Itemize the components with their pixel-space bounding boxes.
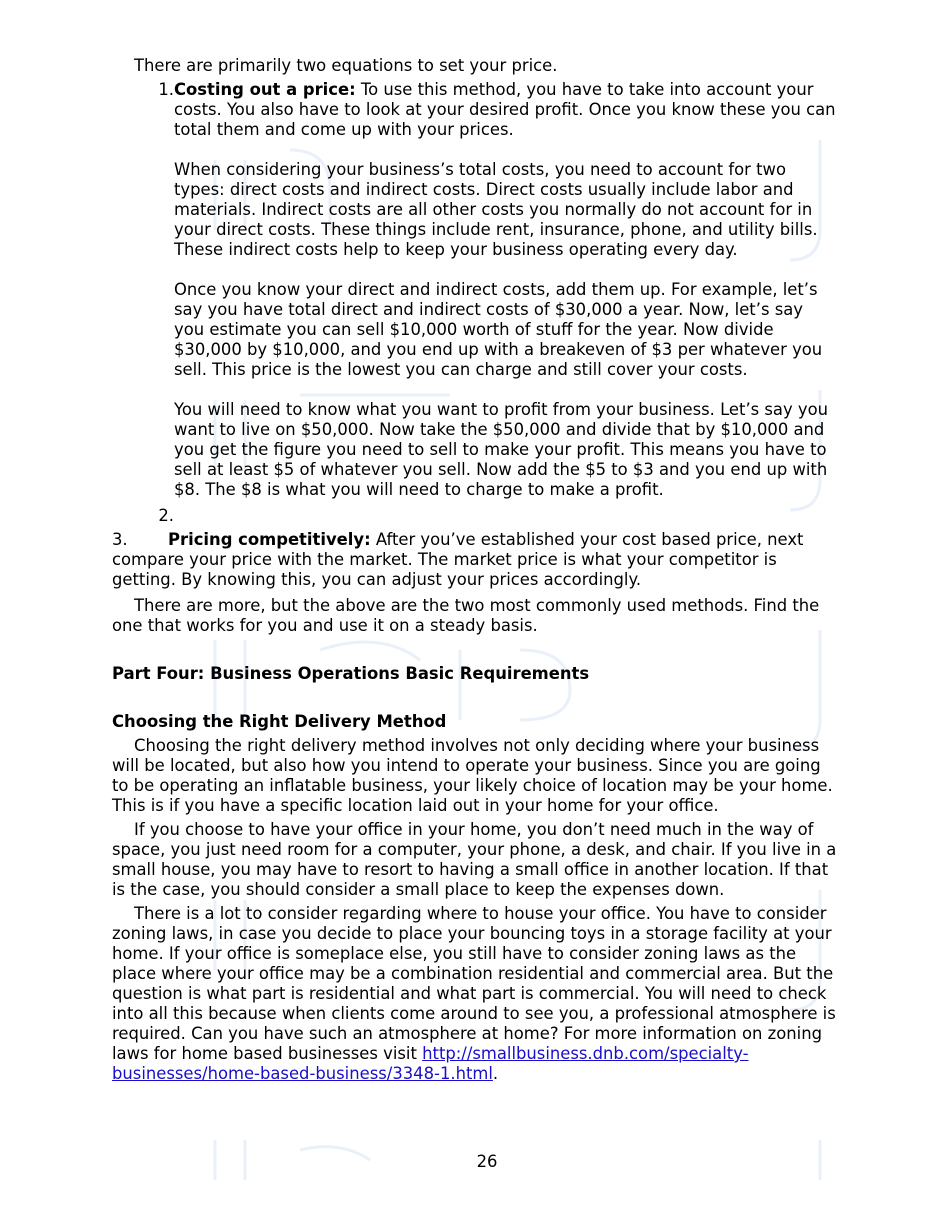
breakeven-paragraph: Once you know your direct and indirect costs, add them up. For example, let’s say you have total direct and indirect costs of $30,000 a year. Now, let’s say you estimate you can sell $10,000 worth of stuff for the year. Now divide $30,000 by $10,000, and you end up with a breakeven of $3 per whatever you sell. This price is the lowest you can charge and still cover your costs. [174, 280, 823, 379]
list-number: 1. [158, 80, 174, 99]
section-heading: Choosing the Right Delivery Method [112, 712, 447, 731]
intro-text: There are primarily two equations to set your price. [134, 56, 558, 75]
part-heading: Part Four: Business Operations Basic Requirements [112, 664, 590, 683]
list-item-title: Costing out a price: [174, 80, 356, 99]
list-item-3: 3. Pricing competitively: After you’ve established your cost based price, next compare your price with the market. The market price is what your competitor is getting. By knowing this, you can adjust your prices accordingly. [112, 530, 804, 589]
profit-paragraph: You will need to know what you want to profit from your business. Let’s say you want to live on $50,000. Now take the $50,000 and divide that by $10,000 and you get the figure you need to sell to make your profit. This means you have to sell at least $5 of whatever you sell. Now add the $5 to $3 and you end up with $8. The $8 is what you will need to charge to make a profit. [174, 400, 829, 499]
zoning-paragraph: There is a lot to consider regarding where to house your office. You have to consider zoning laws, in case you decide to place your bouncing toys in a storage facility at your home. If your office is someplace else, you still have to consider zoning laws as the place where your office may be a combination residential and commercial area. But the question is what part is residential and what part is commercial. You will need to check into all this because when clients come around to see you, a professional atmosphere is required. Can you have such an atmosphere at home? For more information on zoning laws for home based businesses visit http://smallbusiness.dnb.com/specialty-businesses/home-based-business/3348-1.html. [112, 904, 836, 1083]
page-number: 26 [476, 1152, 498, 1171]
list-item-2 [146, 506, 838, 526]
list-item-1-text: Costing out a price: To use this method, you have to take into account your costs. You also have to look at your desired profit. Once you know these you can total them and come up with your prices. [174, 80, 836, 139]
list-item-title: Pricing competitively: [168, 530, 371, 549]
paragraph: If you choose to have your office in your home, you don’t need much in the way of space, you just need room for a computer, your phone, a desk, and chair. If you live in a small house, you may have to resort to having a small office in another location. If that is the case, you should consider a small place to keep the expenses down. [112, 820, 837, 899]
list-number: 2. [158, 506, 174, 525]
closing-paragraph: There are more, but the above are the two most commonly used methods. Find the one that works for you and use it on a steady basis. [112, 596, 820, 635]
zoning-info-link[interactable]: http://smallbusiness.dnb.com/specialty-businesses/home-based-business/3348-1.html [112, 1044, 749, 1083]
paragraph: Choosing the right delivery method involves not only deciding where your business will be located, but also how you intend to operate your business. Since you are going to be operating an inflatable business, your likely choice of location may be your home. This is if you have a specific location laid out in your home for your office. [112, 736, 833, 815]
list-item-1 [146, 80, 838, 500]
costs-paragraph: When considering your business’s total costs, you need to account for two types: direct costs and indirect costs. Direct costs usually include labor and materials. Indirect costs are all other costs you normally do not account for in your direct costs. These things include rent, insurance, phone, and utility bills. These indirect costs help to keep your business operating every day. [174, 160, 818, 259]
list-number: 3. [112, 530, 128, 549]
document-page [112, 56, 838, 1084]
